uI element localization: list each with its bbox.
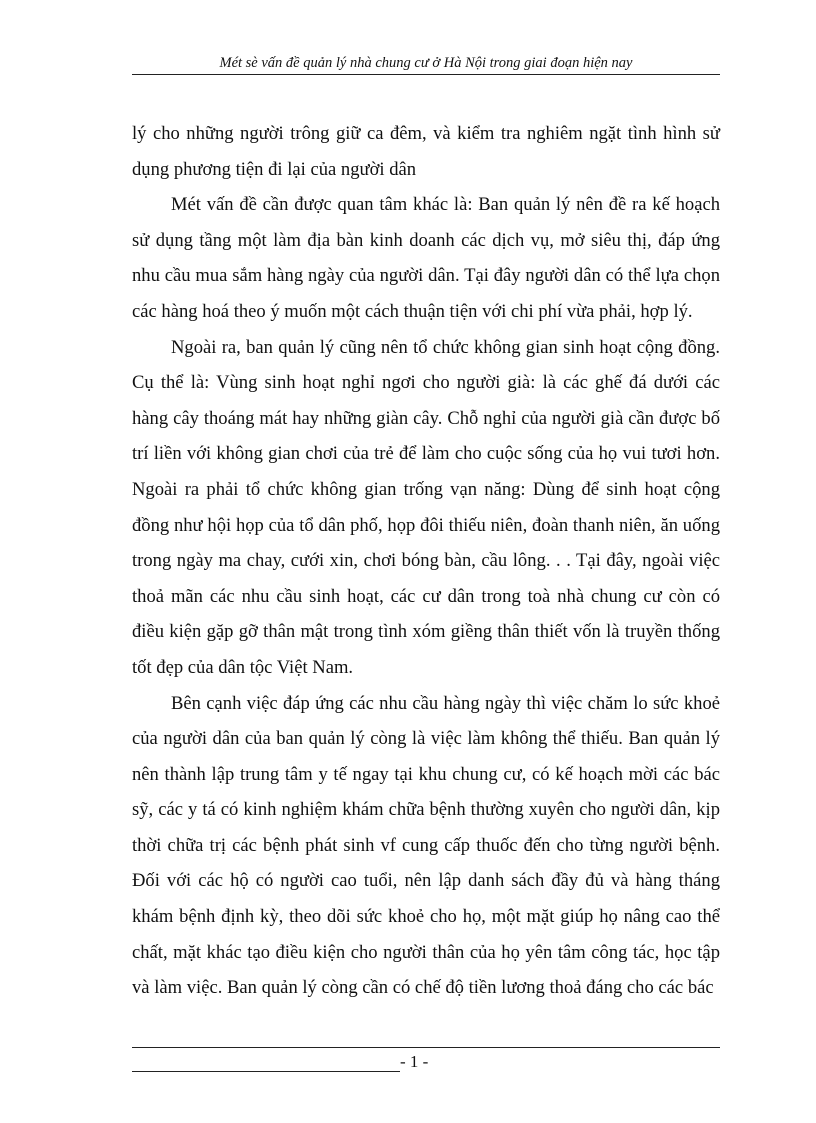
paragraph: Mét vấn đề cần được quan tâm khác là: Ban quản lý nên đề ra kế hoạch sử dụng tầng một làm địa bàn kinh doanh các dịch vụ, mở siêu thị, đáp ứng nhu cầu mua sắm hàng ngày của người dân. Tại đây người dân có thể lựa chọn các hàng hoá theo ý muốn một cách thuận tiện với chi phí vừa phải, hợp lý. <box>132 194 720 322</box>
running-header: Mét sè vấn đề quản lý nhà chung cư ở Hà Nội trong giai đoạn hiện nay <box>219 55 633 71</box>
paragraph: Ngoài ra, ban quản lý cũng nên tổ chức không gian sinh hoạt cộng đồng. Cụ thể là: Vùng sinh hoạt nghỉ ngơi cho người già: là các ghế đá dưới các hàng cây thoáng mát hay những giàn cây. Chỗ nghỉ của người già cần được bố trí liền với không gian chơi của trẻ để làm cho cuộc sống của họ vui tươi hơn. Ngoài ra phải tổ chức không gian trống vạn năng: Dùng để sinh hoạt cộng đồng như hội họp của tổ dân phố, họp đôi thiếu niên, đoàn thanh niên, ăn uống trong ngày ma chay, cưới xin, chơi bóng bàn, cầu lông. . . Tại đây, ngoài việc thoả mãn các nhu cầu sinh hoạt, các cư dân trong toà nhà chung cư còn có điều kiện gặp gỡ thân mật trong tình xóm giềng thân thiết vốn là truyền thống tốt đẹp của dân tộc Việt Nam. <box>132 336 720 678</box>
body-text <box>132 116 720 1006</box>
footer-short-divider <box>132 1071 400 1072</box>
page-number: - 1 - <box>400 1052 429 1071</box>
footer-divider <box>132 1047 720 1048</box>
paragraph-continued: lý cho những người trông giữ ca đêm, và kiểm tra nghiêm ngặt tình hình sử dụng phương tiện đi lại của người dân <box>132 123 720 180</box>
header-divider <box>132 74 720 75</box>
paragraph: Bên cạnh việc đáp ứng các nhu cầu hàng ngày thì việc chăm lo sức khoẻ của người dân của ban quản lý còng là việc làm không thể thiếu. Ban quản lý nên thành lập trung tâm y tế ngay tại khu chung cư, có kế hoạch mời các bác sỹ, các y tá có kinh nghiệm khám chữa bệnh thường xuyên cho người dân, kịp thời chữa trị các bệnh phát sinh vf cung cấp thuốc đến cho từng người bệnh. Đối với các hộ có người cao tuổi, nên lập danh sách đầy đủ và hàng tháng khám bệnh định kỳ, theo dõi sức khoẻ cho họ, một mặt giúp họ nâng cao thể chất, mặt khác tạo điều kiện cho người thân của họ yên tâm công tác, học tập và làm việc. Ban quản lý còng cần có chế độ tiền lương thoả đáng cho các bác <box>132 692 720 999</box>
